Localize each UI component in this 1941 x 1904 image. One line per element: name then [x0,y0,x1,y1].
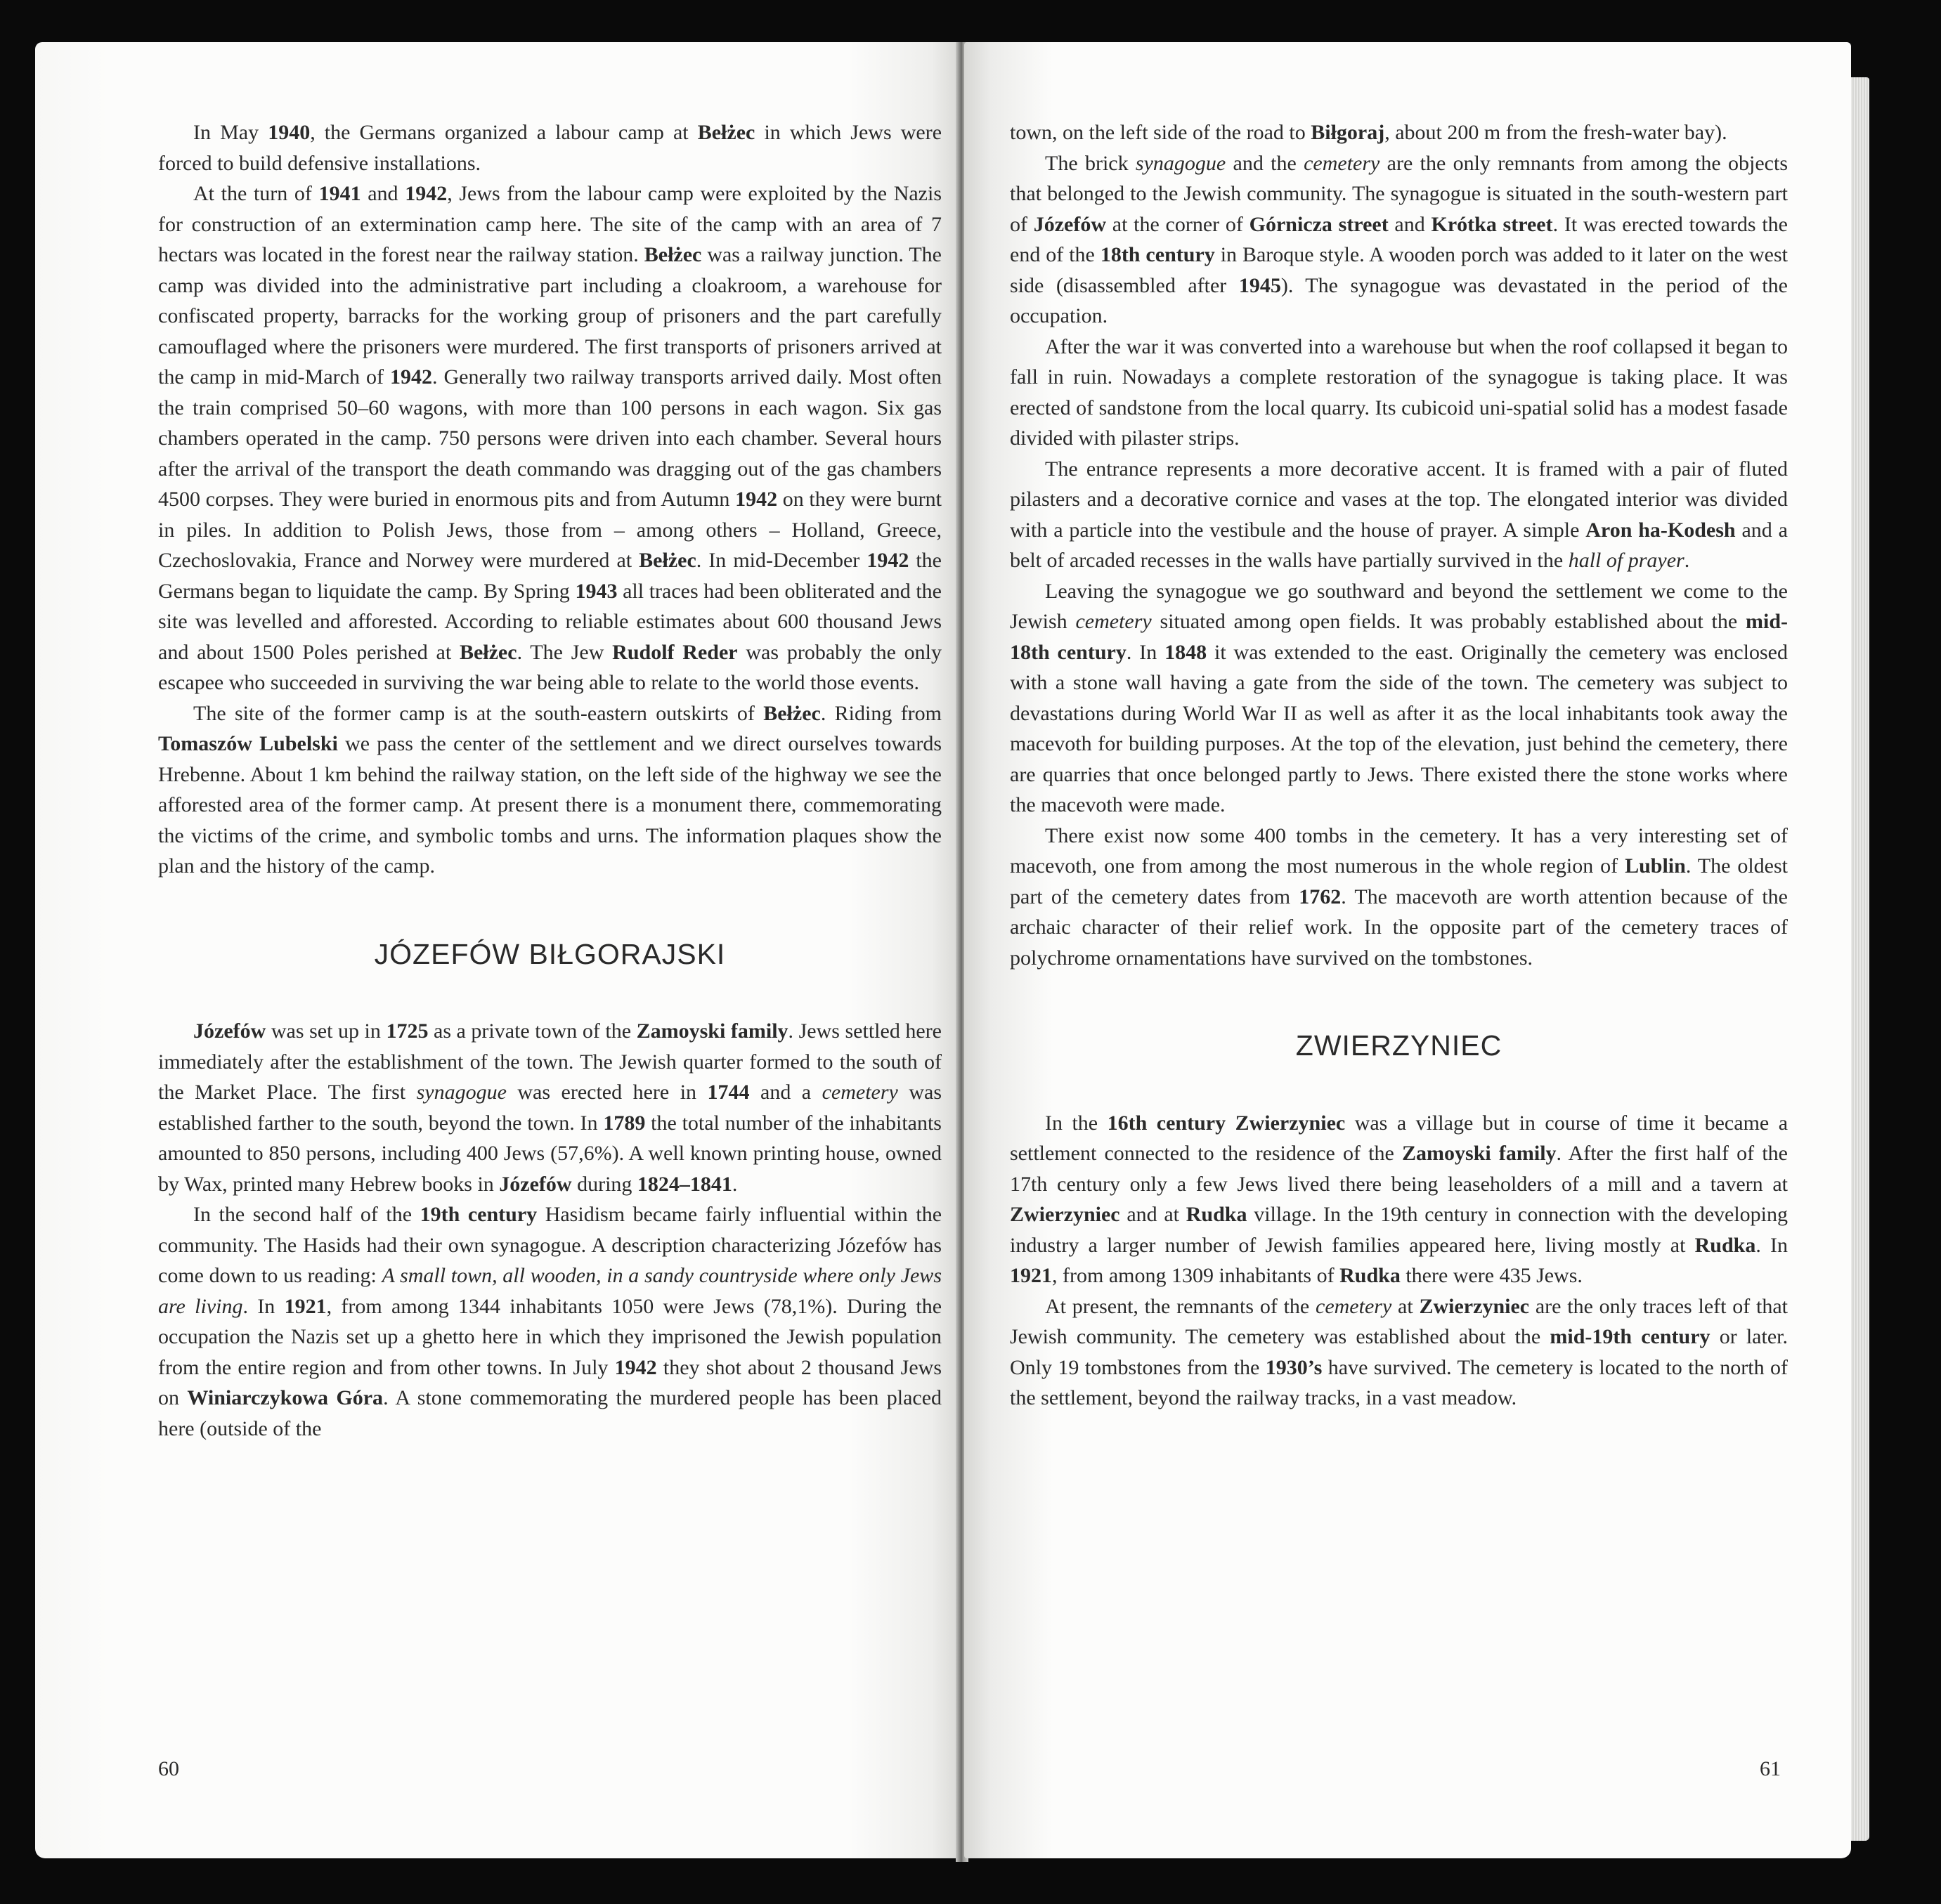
paragraph: Leaving the synagogue we go southward and beyond the settlement we come to the Jewish cemetery situated among open fields. It was probably established about the mid-18th century. In 1848 it was extended to the east. Originally the cemetery was enclosed with a stone wall having a gate from the side of the town. The cemetery was subject to devastations during World War II as well as after it as the local inhabitants took away the macevoth for building purposes. At the top of the elevation, just behind the cemetery, there are quarries that once belonged partly to Jews. There existed there the stone works where the macevoth were made. [1010,579,1788,816]
paragraph: In the second half of the 19th century Hasidism became fairly influential within the community. The Hasids had their own synagogue. A description characterizing Józefów has come down to us reading: A small town, all wooden, in a sandy countryside where only Jews are living. In 1921, from among 1344 inhabitants 1050 were Jews (78,1%). During the occupation the Nazis set up a ghetto here in which they imprisoned the Jewish population from the entire region and from other towns. In July 1942 they shot about 2 thousand Jews on Winiarczykowa Góra. A stone commemorating the murdered people has been placed here (outside of the [158,1203,942,1440]
emphasis-bold: 18th century [1100,243,1215,266]
emphasis-bold: Zamoyski family [1402,1142,1557,1165]
right-page [964,42,1851,1858]
emphasis-bold: 19th century [420,1203,538,1226]
emphasis-italic: cemetery [1316,1294,1392,1318]
emphasis-italic: cemetery [1075,610,1152,633]
paragraph: At the turn of 1941 and 1942, Jews from the labour camp were exploited by the Nazis for construction of an extermination camp here. The site of the camp with an area of 7 hectars was located in the forest near the railway station. Bełżec was a railway junction. The camp was divided into the administrative part including a cloakroom, a warehouse for confiscated property, barracks for the working group of prisoners and the part carefully camouflaged where the prisoners were murdered. The first transports of prisoners arrived at the camp in mid-March of 1942. Generally two railway transports arrived daily. Most often the train comprised 50–60 wagons, with more than 100 persons in each wagon. Six gas chambers operated in the camp. 750 persons were driven into each chamber. Several hours after the arrival of the transport the death commando was dragging out of the gas chambers 4500 corpses. They were buried in enormous pits and from Autumn 1942 on they were burnt in piles. In addition to Polish Jews, those from – among others – Holland, Greece, Czechoslovakia, France and Norwey were murdered at Bełżec. In mid-December 1942 the Germans began to liquidate the camp. By Spring 1943 all traces had been obliterated and the site was levelled and afforested. According to reliable estimates about 600 thousand Jews and about 1500 Poles perished at Bełżec. The Jew Rudolf Reder was probably the only escapee who succeeded in surviving the war being able to relate to the world those events. [158,182,942,694]
emphasis-italic: hall of prayer [1568,549,1684,572]
paragraph: In the 16th century Zwierzyniec was a village but in course of time it became a settlement connected to the residence of the Zamoyski family. After the first half of the 17th century only a few Jews lived there being leaseholders of a mill and a tavern at Zwierzyniec and at Rudka village. In the 19th century in connection with the developing industry a larger number of Jewish families appeared here, living mostly at Rudka. In 1921, from among 1309 inhabitants of Rudka there were 435 Jews. [1010,1111,1789,1287]
emphasis-bold: 1921 [284,1294,327,1318]
emphasis-bold: Zwierzyniec [1419,1294,1530,1318]
emphasis-bold: 1789 [603,1111,646,1135]
emphasis-bold: Bełżec [639,549,696,572]
paragraph: The brick synagogue and the cemetery are the only remnants from among the objects that belonged to the Jewish community. The synagogue is situated in the south-western part of Józefów at the corner of Górnicza street and Krótka street. It was erected towards the end of the 18th century in Baroque style. A wooden porch was added to it later on the west side (disassembled after 1945). The synagogue was devastated in the period of the occupation. [1010,151,1789,327]
emphasis-bold: Biłgoraj [1311,121,1385,144]
emphasis-bold: Rudka [1339,1264,1401,1287]
emphasis-bold: 1848 [1164,640,1207,664]
emphasis-bold: 1921 [1010,1264,1052,1287]
emphasis-bold: 1942 [735,488,778,511]
emphasis-bold: Zwierzyniec [1010,1203,1120,1226]
emphasis-bold: 1725 [386,1019,429,1043]
emphasis-bold: Józefów [193,1019,266,1043]
emphasis-bold: Lublin [1625,854,1686,878]
page-number-left: 60 [158,1757,179,1780]
emphasis-bold: 1930’s [1265,1355,1323,1379]
emphasis-bold: Winiarczykowa Góra [187,1386,384,1409]
emphasis-bold: 1945 [1238,273,1281,297]
paragraph: The entrance represents a more decorative accent. It is framed with a pair of fluted pilasters and a decorative cornice and vases at the top. The elongated interior was divided with a particle into the vestibule and the house of prayer. A simple Aron ha-Kodesh and a belt of arcaded recesses in the walls have partially survived in the hall of prayer. [1010,457,1788,572]
emphasis-bold: 1942 [866,549,909,572]
page-block-edges [1851,77,1869,1841]
emphasis-bold: Rudka [1694,1233,1756,1257]
emphasis-bold: Rudolf Reder [612,640,738,664]
emphasis-italic: cemetery [1304,151,1380,175]
emphasis-bold: 1762 [1299,885,1342,908]
emphasis-bold: 1942 [614,1355,657,1379]
emphasis-bold: 1942 [405,182,448,205]
emphasis-bold: Józefów [499,1172,572,1196]
emphasis-bold: 1940 [268,121,311,144]
emphasis-bold: mid-19th century [1550,1325,1710,1348]
emphasis-bold: Bełżec [644,243,702,266]
emphasis-bold: 16th century [1107,1111,1226,1135]
emphasis-bold: Zamoyski family [636,1019,788,1043]
paragraph: town, on the left side of the road to Biłgoraj, about 200 m from the fresh-water bay). [1010,121,1727,144]
emphasis-bold: Bełżec [763,701,821,725]
paragraph: The site of the former camp is at the south-eastern outskirts of Bełżec. Riding from Tomaszów Lubelski we pass the center of the settlement and we direct ourselves towards Hrebenne. About 1 km behind the railway station, on the left side of the highway we see the afforested area of the former camp. At present there is a monument there, commemorating the victims of the crime, and symbolic tombs and urns. The information plaques show the plan and the history of the camp. [158,701,942,878]
emphasis-bold: mid-18th century [1010,610,1788,664]
emphasis-bold: 1824–1841 [637,1172,732,1196]
emphasis-bold: Górnicza street [1249,212,1389,236]
emphasis-bold: 1942 [390,365,432,389]
right-page-body [1010,117,1788,1414]
emphasis-bold: Bełżec [459,640,517,664]
emphasis-bold: Krótka street [1431,212,1553,236]
emphasis-bold: Józefów [1033,212,1107,236]
section-heading-zwierzyniec: ZWIERZYNIEC [1295,1029,1502,1062]
emphasis-bold: 1943 [575,579,618,603]
paragraph: Józefów was set up in 1725 as a private town of the Zamoyski family. Jews settled here immediately after the establishment of the town. The Jewish quarter formed to the south of the Market Place. The first synagogue was erected here in 1744 and a cemetery was established farther to the south, beyond the town. In 1789 the total number of the inhabitants amounted to 850 persons, including 400 Jews (57,6%). A well known printing house, owned by Wax, printed many Hebrew books in Józefów during 1824–1841. [158,1019,942,1196]
emphasis-bold: Rudka [1186,1203,1247,1226]
emphasis-bold: Bełżec [697,121,755,144]
emphasis-italic: synagogue [416,1081,507,1104]
left-page-body [158,117,942,1444]
emphasis-bold: Aron ha-Kodesh [1585,518,1736,542]
section-heading-jozefow: JÓZEFÓW BIŁGORAJSKI [374,937,726,970]
paragraph: At present, the remnants of the cemetery at Zwierzyniec are the only traces left of that Jewish community. The cemetery was established about the mid-19th century or later. Only 19 tombstones from the 1930’s have survived. The cemetery is located to the north of the settlement, beyond the railway tracks, in a vast meadow. [1010,1294,1788,1409]
page-number-right: 61 [1760,1757,1781,1780]
paragraph: There exist now some 400 tombs in the cemetery. It has a very interesting set of macevoth, one from among the most numerous in the whole region of Lublin. The oldest part of the cemetery dates from 1762. The macevoth are worth attention because of the archaic character of their relief work. In the opposite part of the cemetery traces of polychrome ornamentations have survived on the tombstones. [1010,823,1788,970]
emphasis-bold: 1941 [318,182,361,205]
emphasis-italic: A small town, all wooden, in a sandy countryside where only Jews are living [158,1264,942,1318]
left-page [35,42,959,1858]
emphasis-bold: Tomaszów Lubelski [158,732,338,755]
emphasis-italic: cemetery [822,1081,898,1104]
emphasis-bold: Zwierzyniec [1235,1111,1346,1135]
paragraph: After the war it was converted into a warehouse but when the roof collapsed it began to fall in ruin. Nowadays a complete restoration of the synagogue is taking place. It was erected of sandstone from the local quarry. Its cubicoid uni-spatial solid has a modest fasade divided with pilaster strips. [1010,334,1788,450]
emphasis-italic: synagogue [1135,151,1226,175]
emphasis-bold: 1744 [707,1081,750,1104]
paragraph: In May 1940, the Germans organized a labour camp at Bełżec in which Jews were forced to build defensive installations. [158,121,942,175]
